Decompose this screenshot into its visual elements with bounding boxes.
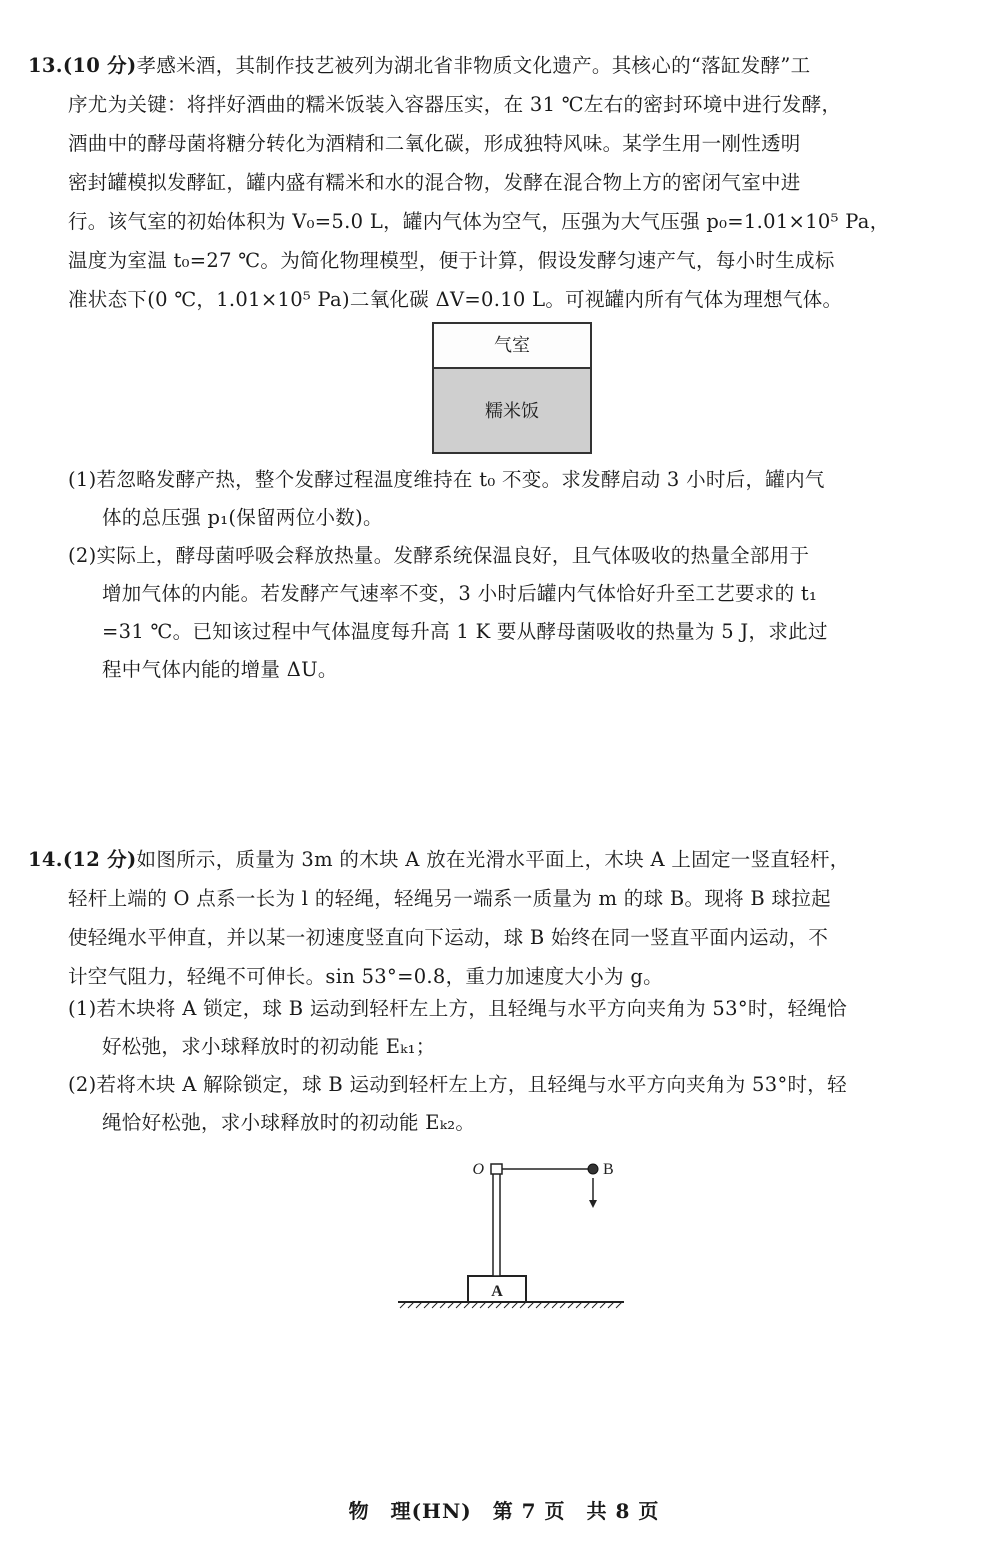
q14-number: 14. (28, 848, 63, 871)
arrow-down-icon (589, 1200, 597, 1208)
q13-sub2-line-1: (2)实际上，酵母菌呼吸会释放热量。发酵系统保温良好，且气体吸收的热量全部用于 (68, 544, 810, 567)
q14-sub1-line-1: (1)若木块将 A 锁定，球 B 运动到轻杆左上方，且轻绳与水平方向夹角为 53°时，轻绳恰 (68, 997, 847, 1020)
q14-sub1-line-2: 好松弛，求小球释放时的初动能 Eₖ₁； (102, 1035, 436, 1058)
pivot-o-label: O (472, 1161, 484, 1178)
q14-line-4: 计空气阻力，轻绳不可伸长。sin 53°=0.8，重力加速度大小为 g。 (68, 965, 663, 988)
q13-body (28, 85, 958, 319)
q13-sub2-line-2: 增加气体的内能。若发酵产气速率不变，3 小时后罐内气体恰好升至工艺要求的 t₁ (102, 582, 818, 605)
q13-score: (10 分) (62, 54, 137, 77)
q13-line-7: 准状态下(0 ℃，1.01×10⁵ Pa)二氧化碳 ΔV=0.10 L。可视罐内所有气体为理想气体。 (68, 288, 843, 311)
q13-line-6: 温度为室温 t₀=27 ℃。为简化物理模型，便于计算，假设发酵匀速产气，每小时生成标 (68, 249, 835, 272)
q13-sub2-line-3: =31 ℃。已知该过程中气体温度每升高 1 K 要从酵母菌吸收的热量为 5 J，求此过 (102, 620, 828, 643)
rice-layer: 糯米饭 (434, 369, 590, 452)
q13-line-3: 酒曲中的酵母菌将糖分转化为酒精和二氧化碳，形成独特风味。某学生用一刚性透明 (68, 132, 801, 155)
q13-line-2: 序尤为关键：将拌好酒曲的糯米饭装入容器压实，在 31 ℃左右的密封环境中进行发酵， (68, 93, 842, 116)
air-chamber: 气室 (434, 324, 590, 369)
q13-line-5: 行。该气室的初始体积为 V₀=5.0 L，罐内气体为空气，压强为大气压强 p₀=1.01×10⁵ Pa， (68, 210, 890, 233)
pendulum-block-figure (392, 1150, 632, 1320)
q13-subquestions (28, 461, 958, 689)
q13-sub1-line-2: 体的总压强 p₁(保留两位小数)。 (102, 506, 383, 529)
q14-text-1: 如图所示，质量为 3m 的木块 A 放在光滑水平面上，木块 A 上固定一竖直轻杆， (136, 848, 850, 871)
q14-line-3: 使轻绳水平伸直，并以某一初速度竖直向下运动，球 B 始终在同一竖直平面内运动，不 (68, 926, 829, 949)
q14-sub2-line-2: 绳恰好松弛，求小球释放时的初动能 Eₖ₂。 (102, 1111, 476, 1134)
q14-subquestions (28, 990, 958, 1142)
ball-b (588, 1164, 598, 1174)
ball-b-label: B (603, 1161, 614, 1178)
q14-line-1 (28, 840, 958, 879)
q14-body (28, 879, 958, 996)
question-14 (28, 840, 958, 996)
q14-line-2: 轻杆上端的 O 点系一长为 l 的轻绳，轻绳另一端系一质量为 m 的球 B。现将 B 球拉起 (68, 887, 831, 910)
q14-sub2-line-1: (2)若将木块 A 解除锁定，球 B 运动到轻杆左上方，且轻绳与水平方向夹角为 53°时，轻 (68, 1073, 847, 1096)
q13-sub2-line-4: 程中气体内能的增量 ΔU。 (102, 658, 338, 681)
page-footer: 物 理(HN) 第 7 页 共 8 页 (348, 1499, 660, 1523)
q13-sub1-line-1: (1)若忽略发酵产热，整个发酵过程温度维持在 t₀ 不变。求发酵启动 3 小时后，罐内气 (68, 468, 825, 491)
vertical-rod (493, 1170, 500, 1276)
q14-score: (12 分) (62, 848, 137, 871)
q13-number: 13. (28, 54, 63, 77)
question-13 (28, 46, 958, 319)
pivot-o (491, 1164, 502, 1174)
q13-line-4: 密封罐模拟发酵缸，罐内盛有糯米和水的混合物，发酵在混合物上方的密闭气室中进 (68, 171, 801, 194)
q13-text-1: 孝感米酒，其制作技艺被列为湖北省非物质文化遗产。其核心的“落缸发酵”工 (136, 54, 811, 77)
block-a-label: A (491, 1283, 503, 1300)
fermentation-jar-figure (432, 322, 592, 454)
q13-line-1 (28, 46, 958, 85)
